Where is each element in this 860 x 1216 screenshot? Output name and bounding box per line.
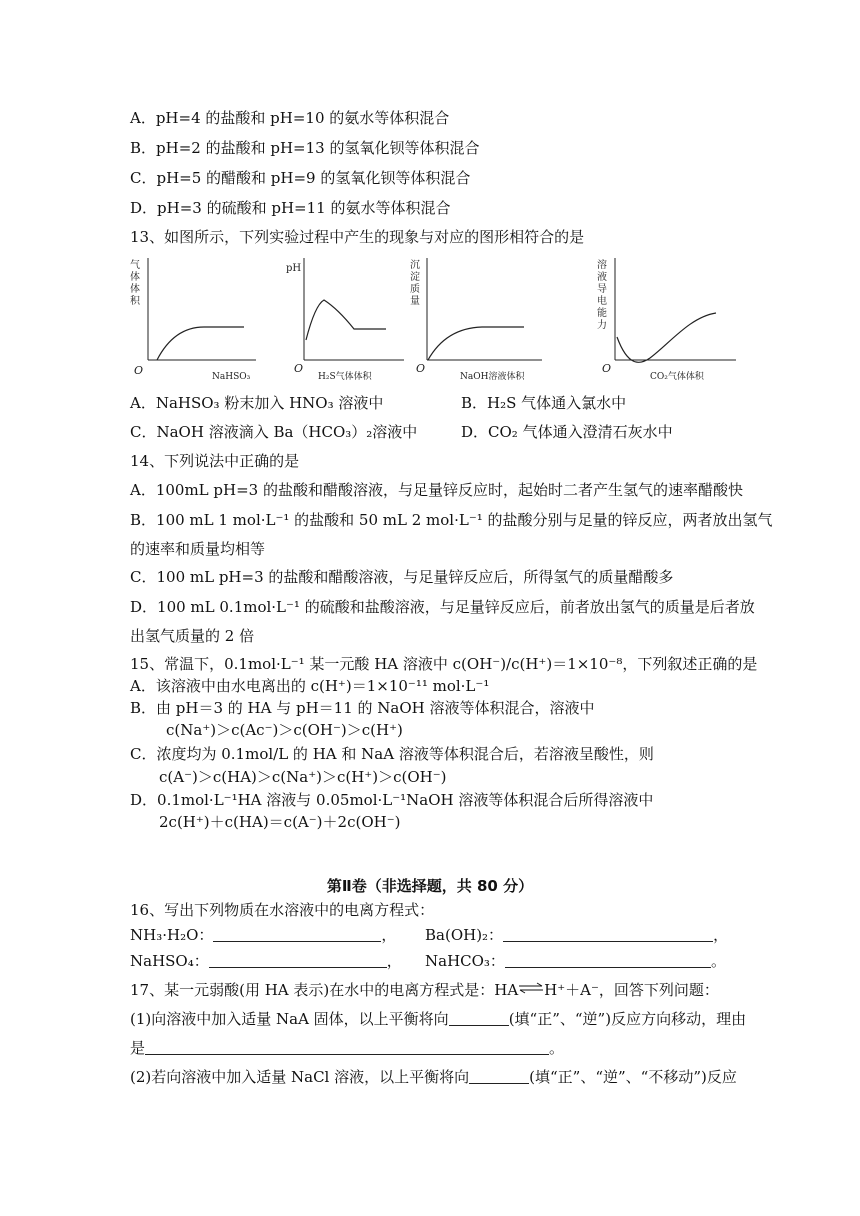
q17-answer-blank-3[interactable] <box>469 1069 529 1084</box>
equilibrium-arrow-icon <box>518 982 544 994</box>
q13-option-c: C．NaOH 溶液滴入 Ba（HCO₃）₂溶液中 <box>130 423 418 441</box>
q13-graph-3-curve <box>428 327 524 360</box>
q13-graph-1-origin: O <box>134 364 144 377</box>
q16-answer-blank-3[interactable] <box>209 953 387 968</box>
q16-item-4-label: NaHCO₃： <box>425 952 505 970</box>
q16-comma-2: ， <box>713 926 729 944</box>
q17-answer-blank-1[interactable] <box>449 1011 509 1026</box>
q16-item-3-label: NaHSO₄： <box>130 952 209 970</box>
q13-option-d: D．CO₂ 气体通入澄清石灰水中 <box>461 423 673 441</box>
q13-graph-4-curve <box>617 313 716 362</box>
q15-option-d-line2: 2c(H⁺)＋c(HA)＝c(A⁻)＋2c(OH⁻) <box>159 813 401 831</box>
q15-option-b-line2: c(Na⁺)＞c(Ac⁻)＞c(OH⁻)＞c(H⁺) <box>166 721 403 739</box>
q14-option-a: A．100mL pH=3 的盐酸和醋酸溶液，与足量锌反应时，起始时二者产生氢气的速率醋酸快 <box>130 481 743 499</box>
q17-stem <box>130 981 719 999</box>
q13-graph-1-x-label: NaHSO₃ <box>212 372 251 382</box>
q12-option-a: A．pH=4 的盐酸和 pH=10 的氨水等体积混合 <box>130 109 450 127</box>
q13-graph-4-y-label-1: 溶 <box>597 260 607 271</box>
q16-item-2 <box>425 926 728 944</box>
q16-item-1-label: NH₃·H₂O： <box>130 926 214 944</box>
q13-graph-3-y-label-1: 沉 <box>410 260 420 271</box>
q12-option-b: B．pH=2 的盐酸和 pH=13 的氢氧化钡等体积混合 <box>130 139 480 157</box>
q15-option-c-line2: c(A⁻)＞c(HA)＞c(Na⁺)＞c(H⁺)＞c(OH⁻) <box>159 768 447 786</box>
q13-graph-3 <box>402 255 552 385</box>
q16-period: 。 <box>710 952 726 970</box>
q13-stem: 13、如图所示，下列实验过程中产生的现象与对应的图形相符合的是 <box>130 228 585 246</box>
q13-graph-4-y-label-2: 液 <box>597 272 607 283</box>
q13-graph-1-curve <box>157 327 244 360</box>
q14-stem: 14、下列说法中正确的是 <box>130 452 300 470</box>
q13-graph-1-y-label-4: 积 <box>130 296 140 307</box>
q17-part-2 <box>130 1068 737 1086</box>
q13-graph-3-y-label-4: 量 <box>410 296 420 307</box>
q14-option-b-line2: 的速率和质量均相等 <box>130 540 266 558</box>
q14-option-c: C．100 mL pH=3 的盐酸和醋酸溶液，与足量锌反应后，所得氢气的质量醋酸多 <box>130 568 674 586</box>
q13-graph-2-x-label: H₂S气体体积 <box>318 372 372 382</box>
q13-graph-1-y-label-3: 体 <box>130 284 140 295</box>
q16-stem: 16、写出下列物质在水溶液中的电离方程式： <box>130 901 435 919</box>
q17-part-2-pre: (2)若向溶液中加入适量 NaCl 溶液，以上平衡将向 <box>130 1068 470 1086</box>
q13-graph-2-origin: O <box>294 362 304 375</box>
q13-graph-3-x-label: NaOH溶液体积 <box>460 372 525 382</box>
q15-stem: 15、常温下，0.1mol·L⁻¹ 某一元酸 HA 溶液中 c(OH⁻)/c(H⁺)＝1×10⁻⁸，下列叙述正确的是 <box>130 655 758 673</box>
q17-part-1 <box>130 1010 746 1028</box>
q15-option-a: A．该溶液中由水电离出的 c(H⁺)＝1×10⁻¹¹ mol·L⁻¹ <box>130 677 490 695</box>
q16-comma-1: ， <box>381 926 397 944</box>
q13-graph-1-y-label-1: 气 <box>130 260 140 271</box>
section-2-title: 第Ⅱ卷（非选择题，共 80 分） <box>326 877 534 895</box>
q15-option-c-line1: C．浓度均为 0.1mol/L 的 HA 和 NaA 溶液等体积混合后，若溶液呈酸性，则 <box>130 745 654 763</box>
q17-part-1-line2-pre: 是 <box>130 1039 146 1057</box>
q13-graph-3-origin: O <box>416 362 426 375</box>
q13-graph-1-y-label-2: 体 <box>130 272 140 283</box>
q17-part-1-line2-post: 。 <box>549 1039 565 1057</box>
q17-stem-post: H⁺＋A⁻，回答下列问题： <box>544 981 719 999</box>
q13-graph-2 <box>282 255 412 385</box>
q13-option-a: A．NaHSO₃ 粉末加入 HNO₃ 溶液中 <box>130 394 384 412</box>
q13-graph-4-y-label-3: 导 <box>597 284 607 295</box>
q13-graph-3-y-label-3: 质 <box>410 284 420 295</box>
q16-item-1 <box>130 926 396 944</box>
q13-graph-4-origin: O <box>602 362 612 375</box>
q16-comma-3: ， <box>386 952 402 970</box>
q16-answer-blank-2[interactable] <box>503 927 713 942</box>
q12-option-c: C．pH=5 的醋酸和 pH=9 的氢氧化钡等体积混合 <box>130 169 471 187</box>
q17-answer-blank-2[interactable] <box>145 1040 549 1055</box>
q13-graph-2-curve <box>306 300 386 340</box>
q17-part-1-post: (填“正”、“逆”)反应方向移动，理由 <box>508 1010 747 1028</box>
q17-part-2-post: (填“正”、“逆”、“不移动”)反应 <box>529 1068 737 1086</box>
q13-graph-4-y-label-4: 电 <box>597 296 607 307</box>
q13-graph-4-y-label-5: 能 <box>597 308 607 319</box>
q17-stem-pre: 17、某一元弱酸(用 HA 表示)在水中的电离方程式是：HA <box>130 981 519 999</box>
q13-graph-4-y-label-6: 力 <box>597 320 607 331</box>
q17-part-1-line2 <box>130 1039 564 1057</box>
q15-option-b-line1: B．由 pH＝3 的 HA 与 pH＝11 的 NaOH 溶液等体积混合，溶液中 <box>130 699 595 717</box>
q17-part-1-pre: (1)向溶液中加入适量 NaA 固体，以上平衡将向 <box>130 1010 449 1028</box>
q14-option-d-line1: D．100 mL 0.1mol·L⁻¹ 的硫酸和盐酸溶液，与足量锌反应后，前者放出氢气的质量是后者放 <box>130 598 755 616</box>
q13-graph-1 <box>124 255 264 385</box>
q16-item-3 <box>130 952 402 970</box>
q13-option-b: B．H₂S 气体通入氯水中 <box>461 394 627 412</box>
q16-answer-blank-1[interactable] <box>213 927 381 942</box>
q12-option-d: D．pH=3 的硫酸和 pH=11 的氨水等体积混合 <box>130 199 451 217</box>
q14-option-b-line1: B．100 mL 1 mol·L⁻¹ 的盐酸和 50 mL 2 mol·L⁻¹ 的盐酸分别与足量的锌反应，两者放出氢气 <box>130 511 773 529</box>
q14-option-d-line2: 出氢气质量的 2 倍 <box>130 627 255 645</box>
q16-item-2-label: Ba(OH)₂： <box>425 926 504 944</box>
q13-graph-4-x-label: CO₂气体体积 <box>650 372 704 382</box>
q15-option-d-line1: D．0.1mol·L⁻¹HA 溶液与 0.05mol·L⁻¹NaOH 溶液等体积混合后所得溶液中 <box>130 791 654 809</box>
q13-graph-4 <box>590 255 740 385</box>
q16-answer-blank-4[interactable] <box>505 953 711 968</box>
q16-item-4 <box>425 952 726 970</box>
q13-graph-2-y-label: pH <box>286 263 302 274</box>
q13-graph-3-y-label-2: 淀 <box>410 272 420 283</box>
